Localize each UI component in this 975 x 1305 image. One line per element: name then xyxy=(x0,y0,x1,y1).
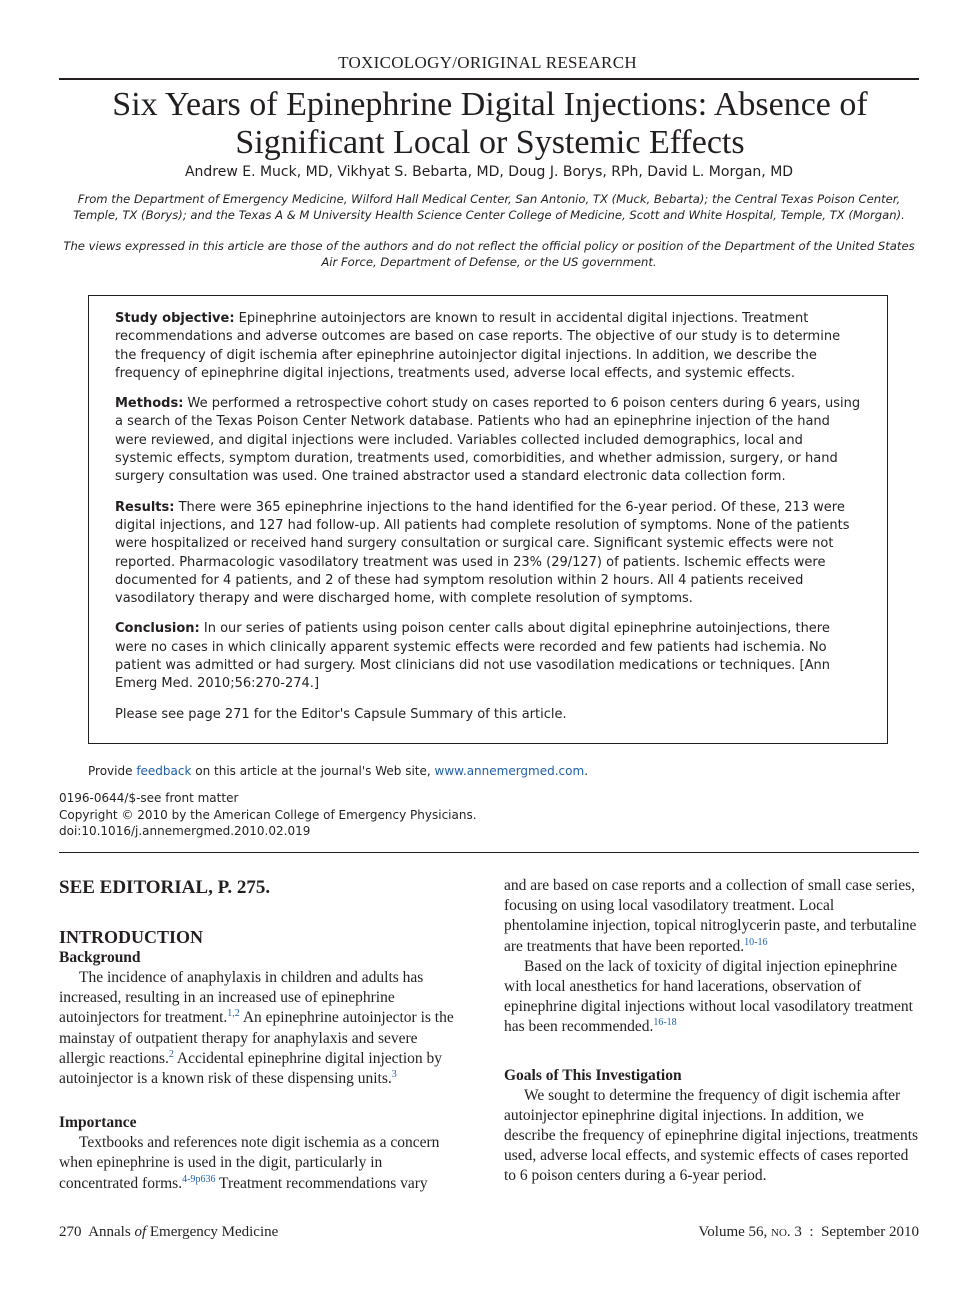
page-number: 270 xyxy=(59,1224,82,1240)
journal-name-pre: Annals xyxy=(88,1224,131,1240)
front-matter xyxy=(59,790,477,840)
citation-ref[interactable]: 3 xyxy=(391,1068,397,1080)
background-heading: Background xyxy=(59,949,141,966)
issue-date: September 2010 xyxy=(821,1224,919,1240)
issue: no. 3 xyxy=(771,1224,802,1240)
see-editorial-link[interactable]: SEE EDITORIAL, P. 275. xyxy=(59,877,271,898)
section-label: TOXICOLOGY/ORIGINAL RESEARCH xyxy=(338,53,637,72)
results-text: There were 365 epinephrine injections to the hand identified for the 6-year period. Of these, 213 were digital injections, and 127 had follow-up. All patients had complete resolution of symptoms. None of the patients were hospitalized or received hand surgery consultation or surgical care. Significant systemic effects were not reported. Pharmacologic vasodilatory treatment was used in 23% (29/127) of patients. Ischemic effects were documented for 4 patients, and 2 of these had symptom resolution within 2 hours. All 4 patients received vasodilatory therapy and were discharged home, with complete resolution of symptoms. xyxy=(115,499,850,607)
abstract-methods xyxy=(115,395,861,486)
abstract-conclusion xyxy=(115,620,861,693)
introduction-heading: INTRODUCTION xyxy=(59,927,204,947)
journal-url-link[interactable]: www.annemergmed.com xyxy=(434,764,585,778)
objective-label: Study objective: xyxy=(115,311,235,326)
affiliation: From the Department of Emergency Medicine, Wilford Hall Medical Center, San Antonio, TX (Muck, Bebarta); the Central Texas Poison Center, Temple, TX (Borys); and the Texas A & M University Health Science Center College of Medicine, Scott and White Hospital, Temple, TX (Morgan). xyxy=(73,192,905,222)
copyright-line: Copyright © 2010 by the American College of Emergency Physicians. xyxy=(59,807,477,822)
disclaimer: The views expressed in this article are those of the authors and do not reflect the official policy or position of the Department of the United States Air Force, Department of Defense, or the US government. xyxy=(63,239,915,269)
feedback-link[interactable]: feedback xyxy=(136,764,192,778)
author-list: Andrew E. Muck, MD, Vikhyat S. Bebarta, MD, Doug J. Borys, RPh, David L. Morgan, MD xyxy=(184,164,794,180)
conclusion-text: In our series of patients using poison center calls about digital epinephrine autoinjections, there were no cases in which clinically apparent systemic effects were recorded and few patients had ischemia. No patient was admitted or had surgery. Most clinicians did not use vasodilation medications or techniques. [Ann Emerg Med. 2010;56:270-274.] xyxy=(115,621,830,692)
goals-paragraph: We sought to determine the frequency of digit ischemia after autoinjector epinephrine digital injections. In addition, we describe the frequency of epinephrine digital injections, treatments used, adverse local effects, and systemic effects of cases reported to 6 poison centers during a 6-year period. xyxy=(504,1086,919,1185)
goals-heading: Goals of This Investigation xyxy=(504,1066,682,1084)
conclusion-label: Conclusion: xyxy=(115,621,200,637)
citation-page: p636 xyxy=(195,1173,216,1185)
feedback-mid: on this article at the journal's Web site, xyxy=(195,764,431,778)
feedback-post: . xyxy=(584,764,589,778)
citation-ref[interactable]: 10-16 xyxy=(744,936,768,948)
citation-ref[interactable]: 2 xyxy=(168,1048,174,1060)
citation-ref[interactable]: 16-18 xyxy=(653,1017,677,1029)
abstract-results xyxy=(115,499,861,609)
abstract-objective xyxy=(115,310,861,383)
footer-separator: : xyxy=(809,1224,814,1240)
feedback-line xyxy=(88,764,588,778)
footer-volume xyxy=(698,1224,919,1241)
issn-line: 0196-0644/$-see front matter xyxy=(59,791,239,805)
doi-line: doi:10.1016/j.annemergmed.2010.02.019 xyxy=(59,824,311,838)
footer-journal xyxy=(59,1224,278,1241)
objective-text: Epinephrine autoinjectors are known to result in accidental digital injections. Treatment recommendations and adverse outcomes are based on case reports. The objective of our study is to determine the frequency of digit ischemia after epinephrine autoinjector digital injections. In addition, we describe the frequency of epinephrine digital injections, treatments used, adverse local effects, and systemic effects. xyxy=(115,311,841,381)
results-label: Results: xyxy=(115,499,175,515)
journal-name-of: of xyxy=(134,1224,147,1240)
citation-ref[interactable]: 4-9 xyxy=(182,1173,196,1185)
methods-label: Methods: xyxy=(115,396,184,412)
left-column xyxy=(59,876,459,1194)
feedback-pre: Provide xyxy=(88,764,133,778)
methods-text: We performed a retrospective cohort study on cases reported to 6 poison centers during 6 years, using a search of the Texas Poison Center Network database. Patients who had an epinephrine injection of the hand were reviewed, and digital injections were included. Variables collected included demographics, local and systemic effects, symptom duration, treatments used, comorbidities, and whether admission, surgery, or hand surgery consultation was used. One trained abstractor used a standard electronic data collection form. xyxy=(115,396,861,485)
citation-ref[interactable]: 1,2 xyxy=(227,1008,240,1020)
right-column xyxy=(504,876,919,1187)
journal-name-post: Emergency Medicine xyxy=(149,1224,279,1240)
importance-paragraph: Textbooks and references note digit ischemia as a concern when epinephrine is used in the digit, particularly in concentrated forms.$^{4-9p636}$ Treatment recommendations vary xyxy=(59,1134,440,1192)
observation-paragraph: Based on the lack of toxicity of digital injection epinephrine with local anesthetics for hand lacerations, observation of epinephrine digital injections without local vasodilatory treatment has been recommended.$^{16-18}$ xyxy=(504,957,913,1036)
volume: Volume 56, xyxy=(698,1224,768,1240)
article-title: Six Years of Epinephrine Digital Injections: Absence of Significant Local or Systemic Effects xyxy=(112,86,868,161)
importance-heading: Importance xyxy=(59,1114,137,1132)
abstract-box xyxy=(88,295,888,744)
background-paragraph: The incidence of anaphylaxis in children and adults has increased, resulting in an increased use of epinephrine autoinjectors for treatment.$^{1,2}$ An epinephrine autoinjector is the mainstay of outpatient therapy for anaphylaxis and severe allergic reactions.$^2$ Accidental epinephrine digital injection by autoinjector is a known risk of these dispensing units.$^3$ xyxy=(59,969,454,1088)
top-rule xyxy=(59,78,919,80)
mid-rule xyxy=(59,852,919,853)
continued-paragraph: and are based on case reports and a collection of small case series, focusing on using local vasodilatory treatment. Local phentolamine injection, topical nitroglycerin paste, and terbutaline are treatments that have been reported.$^{10-16}$ xyxy=(504,877,917,955)
capsule-note: Please see page 271 for the Editor's Capsule Summary of this article. xyxy=(115,706,567,722)
